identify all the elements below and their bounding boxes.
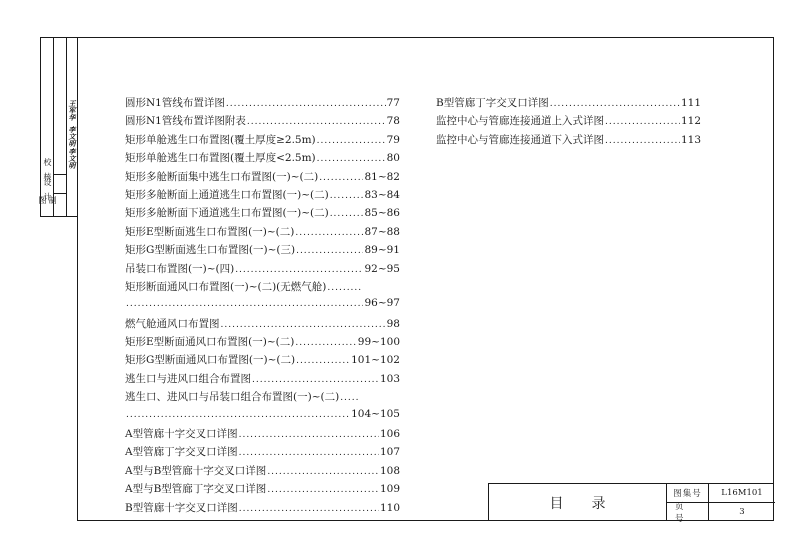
toc-entry[interactable]: 逃生口、进风口与吊装口组合布置图(一)~(二) ..... bbox=[125, 389, 400, 407]
toc-entry[interactable]: 矩形多舱断面集中逃生口布置图(一)~(二) ..... 81~82 bbox=[125, 169, 400, 187]
toc-entry[interactable]: 燃气舱通风口布置图 ..... 98 bbox=[125, 316, 400, 334]
toc-entry[interactable]: A型与B型管廊丁字交叉口详图 ..... 109 bbox=[125, 481, 400, 499]
toc-entry[interactable]: 矩形E型断面通风口布置图(一)~(二) ..... 99~100 bbox=[125, 334, 400, 352]
toc-entry[interactable]: 矩形多舱断面上通道逃生口布置图(一)~(二) ..... 83~84 bbox=[125, 187, 400, 205]
toc-entry[interactable]: 监控中心与管廊连接通道下入式详图 ..... 113 bbox=[436, 132, 701, 150]
signature-designer: 李文明 bbox=[68, 126, 77, 147]
page-number-label: 页号 bbox=[667, 503, 709, 521]
toc-entry-continuation[interactable]: ..... 96~97 bbox=[125, 297, 400, 315]
signature-drafter: 李文明 bbox=[68, 148, 77, 169]
role-label-design: 设 计 bbox=[43, 178, 52, 203]
approval-separator-column bbox=[54, 38, 67, 216]
approval-signature-column bbox=[67, 38, 77, 216]
toc-entry[interactable]: 逃生口与进风口组合布置图 ..... 103 bbox=[125, 371, 400, 389]
toc-entry[interactable]: 矩形多舱断面下通道逃生口布置图(一)~(二) ..... 85~86 bbox=[125, 205, 400, 223]
toc-entry[interactable]: 矩形单舱逃生口布置图(覆土厚度<2.5m) ..... 80 bbox=[125, 150, 400, 168]
toc-entry[interactable]: A型与B型管廊十字交叉口详图 ..... 108 bbox=[125, 463, 400, 481]
toc-left-column bbox=[125, 95, 400, 518]
role-label-check: 校 核 bbox=[43, 158, 52, 183]
title-block bbox=[488, 483, 774, 524]
toc-entry[interactable]: 吊装口布置图(一)~(四) ..... 92~95 bbox=[125, 261, 400, 279]
toc-entry[interactable]: 矩形G型断面通风口布置图(一)~(二) ..... 101~102 bbox=[125, 352, 400, 370]
toc-entry[interactable]: 矩形E型断面逃生口布置图(一)~(二) ..... 87~88 bbox=[125, 224, 400, 242]
role-label-draw: 制 图 bbox=[38, 196, 57, 206]
approval-role-column bbox=[38, 38, 57, 216]
toc-entry[interactable]: 圆形N1管线布置详图 ..... 77 bbox=[125, 95, 400, 113]
atlas-number-label: 图集号 bbox=[667, 484, 709, 503]
toc-entry[interactable]: A型管廊十字交叉口详图 ..... 106 bbox=[125, 426, 400, 444]
toc-entry[interactable]: 圆形N1管线布置详图附表 ..... 78 bbox=[125, 113, 400, 131]
toc-entry[interactable]: 矩形断面通风口布置图(一)~(二)(无燃气舱) ..... bbox=[125, 279, 400, 297]
toc-right-column bbox=[436, 95, 701, 150]
toc-entry[interactable]: B型管廊十字交叉口详图 ..... 110 bbox=[125, 500, 400, 518]
toc-entry[interactable]: A型管廊丁字交叉口详图 ..... 107 bbox=[125, 444, 400, 462]
page-title: 目录 bbox=[489, 484, 667, 521]
toc-entry[interactable]: 监控中心与管廊连接通道上入式详图 ..... 112 bbox=[436, 113, 701, 131]
atlas-number-value: L16M101 bbox=[709, 484, 775, 503]
toc-entry[interactable]: 矩形单舱逃生口布置图(覆土厚度≥2.5m) ..... 79 bbox=[125, 132, 400, 150]
signature-checker: 王军华 bbox=[68, 100, 77, 121]
page-number-value: 3 bbox=[739, 507, 745, 517]
toc-entry[interactable]: B型管廊丁字交叉口详图 ..... 111 bbox=[436, 95, 701, 113]
toc-entry-continuation[interactable]: ..... 104~105 bbox=[125, 408, 400, 426]
approval-strip bbox=[40, 37, 77, 217]
toc-entry[interactable]: 矩形G型断面逃生口布置图(一)~(三) ..... 89~91 bbox=[125, 242, 400, 260]
